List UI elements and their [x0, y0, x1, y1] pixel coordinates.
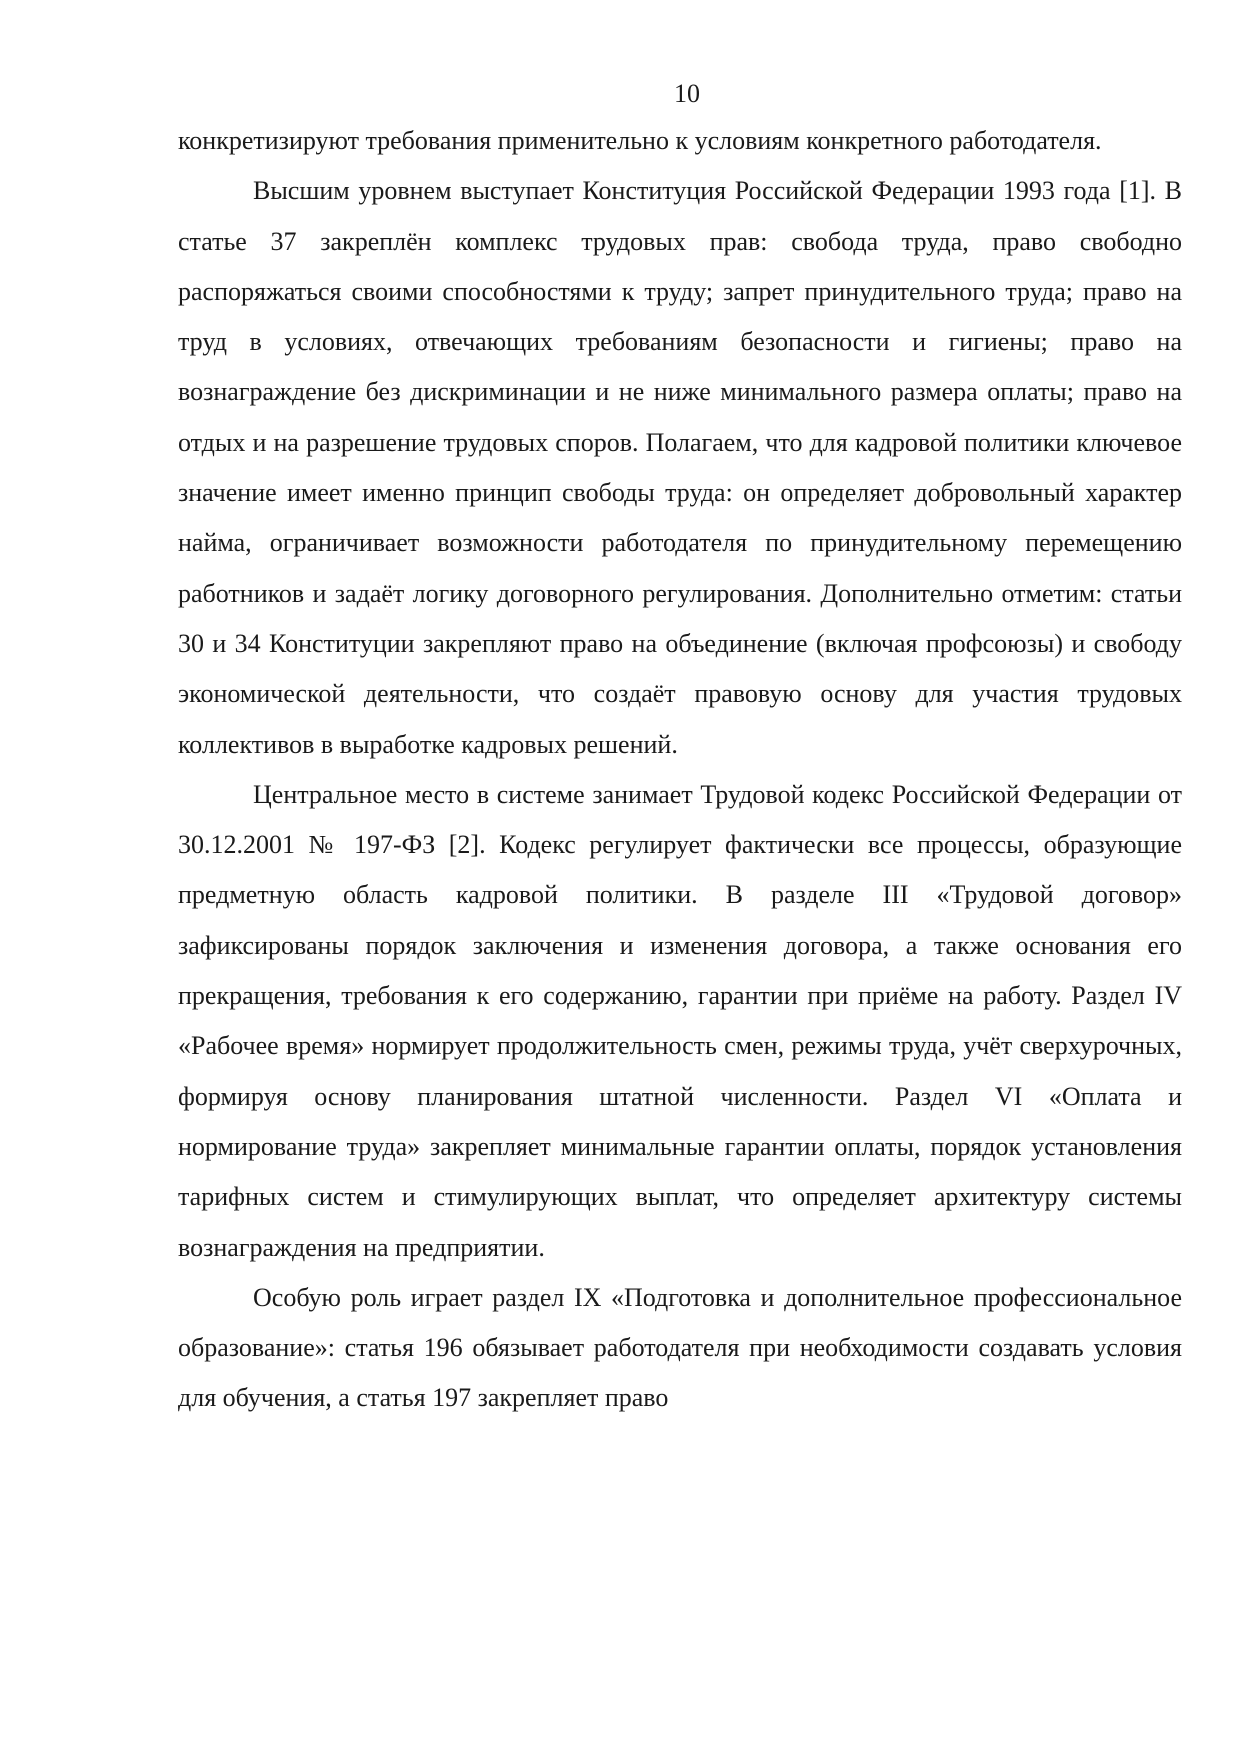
body-text	[178, 116, 1182, 1424]
paragraph-constitution: Высшим уровнем выступает Конституция Российской Федерации 1993 года [1]. В статье 37 закреплён комплекс трудовых прав: свобода труда, право свободно распоряжаться своими способностями к труду; запрет принудительного труда; право на труд в условиях, отвечающих требованиям безопасности и гигиены; право на вознаграждение без дискриминации и не ниже минимального размера оплаты; право на отдых и на разрешение трудовых споров. Полагаем, что для кадровой политики ключевое значение имеет именно принцип свободы труда: он определяет добровольный характер найма, ограничивает возможности работодателя по принудительному перемещению работников и задаёт логику договорного регулирования. Дополнительно отметим: статьи 30 и 34 Конституции закрепляют право на объединение (включая профсоюзы) и свободу экономической деятельности, что создаёт правовую основу для участия трудовых коллективов в выработке кадровых решений.	[178, 176, 1182, 759]
page-number: 10	[674, 79, 700, 108]
paragraph-labor-code: Центральное место в системе занимает Трудовой кодекс Российской Федерации от 30.12.2001 № 197-ФЗ [2]. Кодекс регулирует фактически все процессы, образующие предметную область кадровой политики. В разделе III «Трудовой договор» зафиксированы порядок заключения и изменения договора, а также основания его прекращения, требования к его содержанию, гарантии при приёме на работу. Раздел IV «Рабочее время» нормирует продолжительность смен, режимы труда, учёт сверхурочных, формируя основу планирования штатной численности. Раздел VI «Оплата и нормирование труда» закрепляет минимальные гарантии оплаты, порядок установления тарифных систем и стимулирующих выплат, что определяет архитектуру системы вознаграждения на предприятии.	[178, 779, 1182, 1262]
paragraph-section-ix: Особую роль играет раздел IX «Подготовка и дополнительное профессиональное образование»: статья 196 обязывает работодателя при необходимости создавать условия для обучения, а статья 197 закрепляет право	[178, 1282, 1182, 1413]
paragraph-continuation: конкретизируют требования применительно к условиям конкретного работодателя.	[178, 126, 1102, 155]
